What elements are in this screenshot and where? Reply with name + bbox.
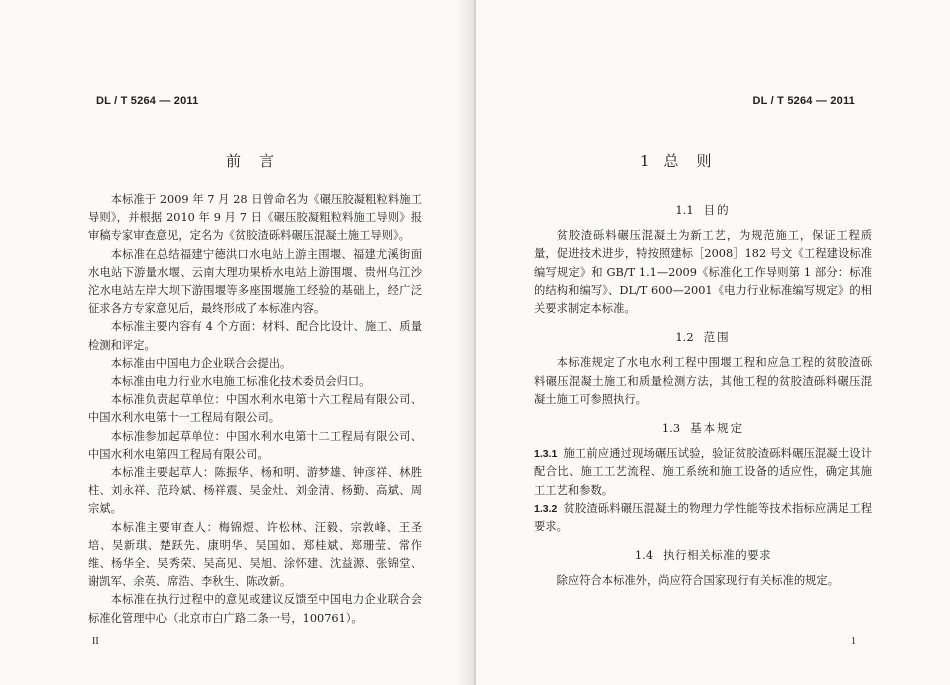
section-paragraph: 本标准规定了水电水利工程中围堰工程和应急工程的贫胶渣砾料碾压混凝土施工和质量检测方法，其他工程的贫胶渣砾料碾压混凝土施工可参照执行。	[534, 356, 872, 406]
foreword-body	[88, 191, 422, 628]
foreword-paragraph: 本标准由电力行业水电施工标准化技术委员会归口。	[110, 375, 371, 389]
chapter-body	[534, 191, 872, 591]
foreword-paragraph: 本标准主要审查人：梅锦煜、许松林、汪毅、宗敦峰、王圣培、吴新琪、楚跃先、康明华、吴国如、郑桂斌、郑珊莹、常作维、杨华全、吴秀荣、吴高见、吴旭、涂怀建、沈益源、张锦堂、谢凯军、余英、席浩、李秋生、陈改新。	[88, 520, 422, 589]
foreword-paragraph: 本标准在总结福建宁德洪口水电站上游主围堰、福建尤溪街面水电站下游量水堰、云南大理功果桥水电站上游围堰、贵州乌江沙沱水电站左岸大坝下游围堰等多座围堰施工经验的基础上，经广泛征求各方专家意见后，最终形成了本标准内容。	[88, 247, 422, 316]
right-page-number: 1	[851, 636, 856, 647]
section-number: 1.2	[675, 330, 694, 345]
section-title: 范围	[703, 330, 731, 345]
section-number: 1.3	[661, 421, 681, 436]
foreword-paragraph: 本标准在执行过程中的意见或建议反馈至中国电力企业联合会标准化管理中心（北京市白广路二条一号，100761）。	[88, 593, 422, 625]
foreword-paragraph: 本标准于 2009 年 7 月 28 日曾命名为《碾压胶凝粗粒料施工导则》，并根据 2010 年 9 月 7 日《碾压胶凝粗粒料施工导则》报审稿专家审查意见，定名为《贫胶渣砾料碾压混凝土施工导则》。	[88, 193, 422, 243]
foreword-paragraph: 本标准参加起草单位：中国水利水电第十二工程局有限公司、中国水利水电第四工程局有限公司。	[88, 429, 422, 461]
clause	[534, 445, 872, 500]
left-page-number: II	[92, 636, 99, 647]
section-paragraph: 除应符合本标准外，尚应符合国家现行有关标准的规定。	[556, 574, 840, 588]
section-number: 1.4	[634, 548, 654, 563]
left-header: DL / T 5264 — 2011	[96, 95, 199, 107]
clause	[534, 500, 872, 536]
foreword-paragraph: 本标准主要起草人：陈振华、杨和明、游梦雄、钟彦祥、林胜柱、刘永祥、范玲斌、杨祥震、吴金灶、刘金清、杨勤、高斌、周宗斌。	[88, 466, 422, 516]
section-title: 基本规定	[690, 421, 745, 436]
section-number: 1.1	[675, 203, 694, 217]
section-title: 目的	[703, 203, 731, 217]
chapter-title	[640, 150, 730, 171]
section-heading	[534, 419, 872, 437]
foreword-paragraph: 本标准主要内容有 4 个方面：材料、配合比设计、施工、质量检测和评定。	[88, 320, 422, 352]
foreword-title: 前言	[226, 152, 293, 170]
chapter-title-text: 总则	[663, 152, 730, 170]
clause-number: 1.3.2	[534, 502, 558, 515]
right-header: DL / T 5264 — 2011	[752, 95, 855, 107]
section-paragraph: 贫胶渣砾料碾压混凝土为新工艺，为规范施工，保证工程质量，促进技术进步，特按照建标［2008］182 号文《工程建设标准编写规定》和 GB/T 1.1—2009《标准化工作导则第 1 部分：标准的结构和编写》、DL/T 600—2001《电力行业标准编写规定》的相关要求制定本标准。	[534, 229, 872, 316]
section-heading	[534, 328, 872, 346]
chapter-number: 1	[640, 152, 664, 170]
left-page	[0, 0, 474, 685]
clause-number: 1.3.1	[534, 448, 558, 461]
section-heading	[534, 201, 872, 219]
clause-text: 贫胶渣砾料碾压混凝土的物理力学性能等技术指标应满足工程要求。	[534, 501, 872, 534]
section-title: 执行相关标准的要求	[663, 548, 772, 563]
clause-text: 施工前应通过现场碾压试验，验证贫胶渣砾料碾压混凝土设计配合比、施工工艺流程、施工系统和施工设备的适应性，确定其施工工艺和参数。	[534, 447, 872, 497]
foreword-paragraph: 本标准负责起草单位：中国水利水电第十六工程局有限公司、中国水利水电第十一工程局有限公司。	[88, 393, 422, 425]
foreword-paragraph: 本标准由中国电力企业联合会提出。	[110, 356, 292, 370]
section-heading	[534, 546, 872, 564]
